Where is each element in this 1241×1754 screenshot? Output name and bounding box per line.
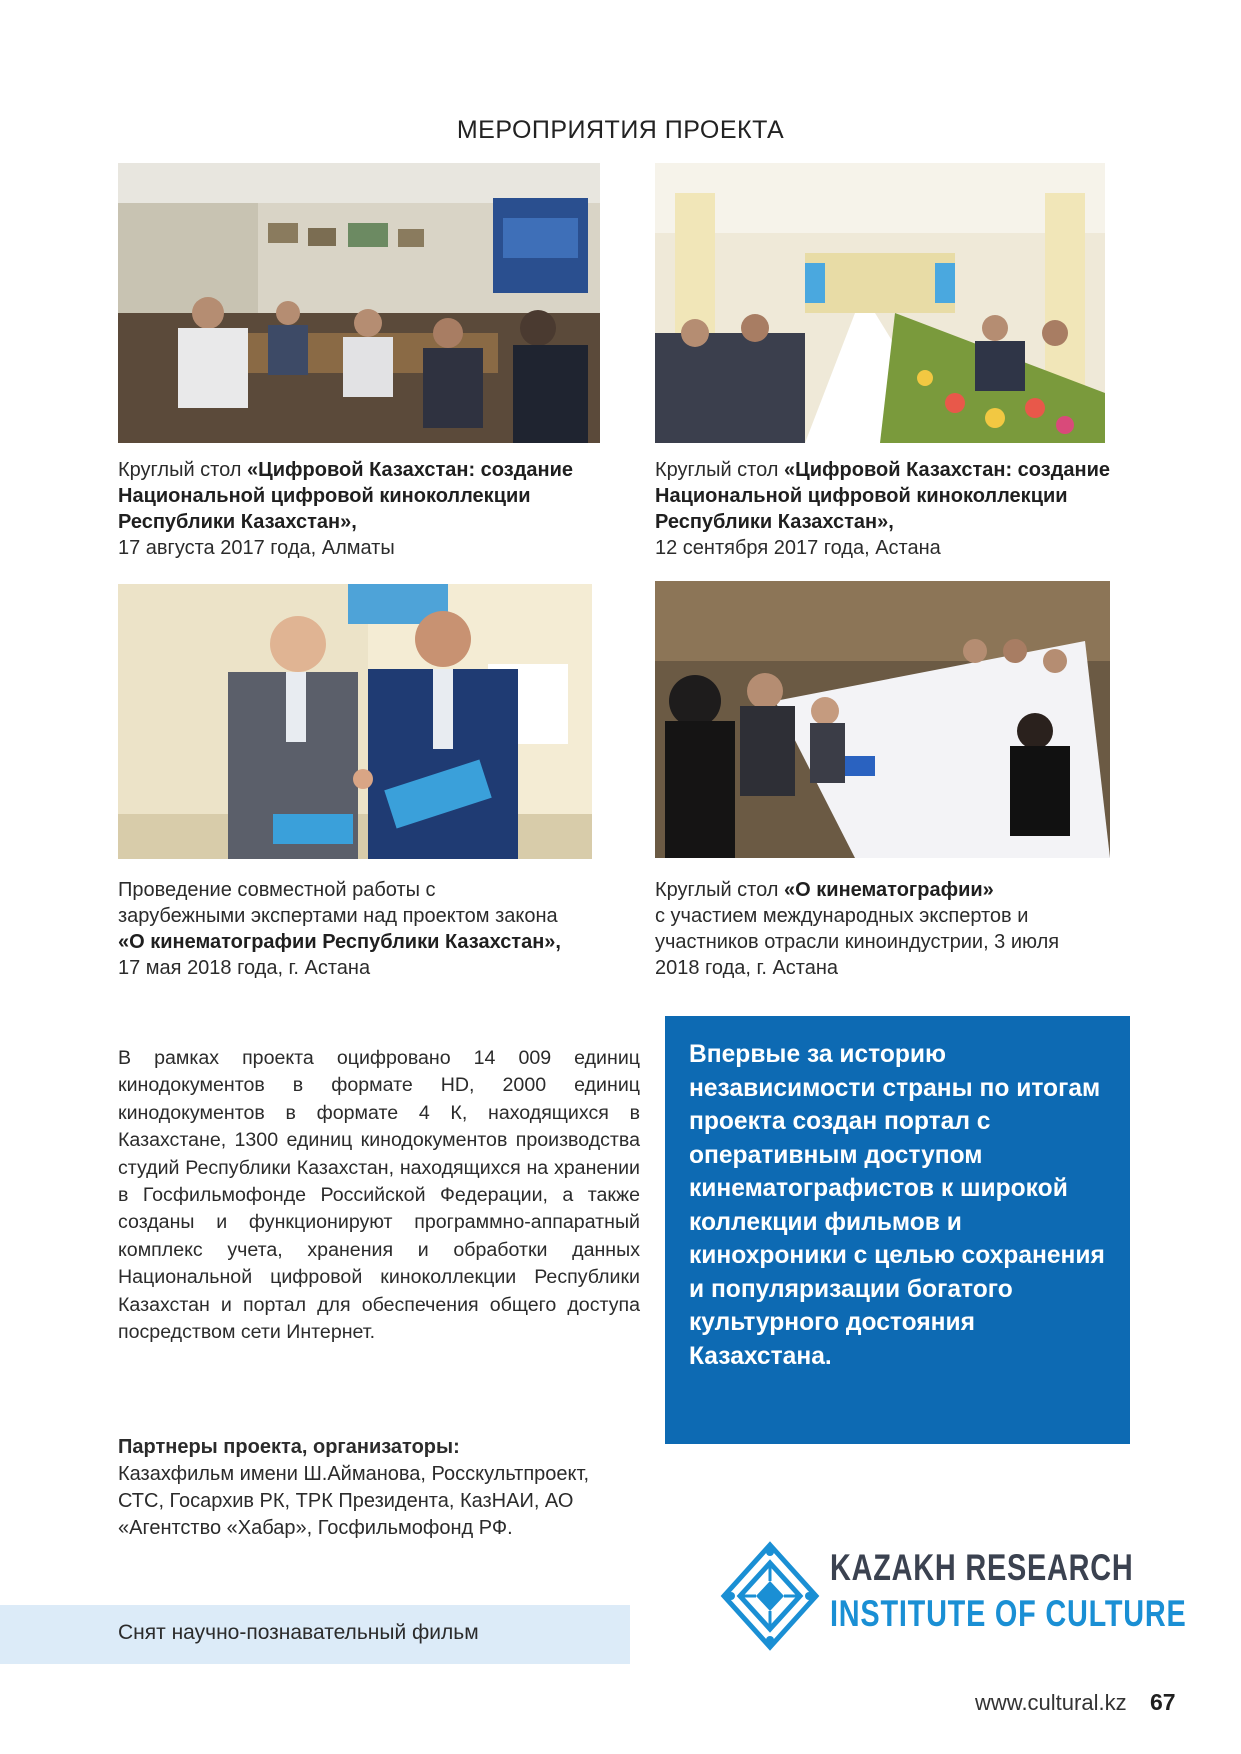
footer-url: www.cultural.kz — [975, 1690, 1127, 1715]
caption-title: «О кинематографии Республики Казахстан», — [118, 931, 561, 953]
film-band — [0, 1605, 630, 1664]
event-caption-1 — [118, 457, 608, 561]
caption-title: «Цифровой Казахстан: создание Национальной цифровой киноколлекции Республики Казахстан», — [655, 459, 1111, 533]
caption-prefix: Проведение совместной работы с зарубежными экспертами над проектом закона — [118, 879, 558, 927]
event-photo-astana-july — [655, 581, 1110, 858]
highlight-box — [665, 1016, 1130, 1444]
event-caption-3 — [118, 877, 568, 981]
event-photo-handshake — [118, 584, 592, 859]
partners-list: Казахфильм имени Ш.Айманова, Росскультпроект, СТС, Госархив РК, ТРК Президента, КазНАИ, АО «Агентство «Хабар», Госфильмофонд РФ. — [118, 1463, 590, 1539]
caption-prefix: Круглый стол — [655, 459, 785, 481]
partners-heading: Партнеры проекта, организаторы: — [118, 1436, 460, 1458]
film-band-text: Снят научно-познавательный фильм — [118, 1621, 479, 1644]
ornament-logo-icon — [720, 1541, 820, 1651]
event-caption-4 — [655, 877, 1075, 981]
caption-date: с участием международных экспертов и участников отрасли киноиндустрии, 3 июля 2018 года, г. Астана — [655, 905, 1060, 979]
caption-date: 17 мая 2018 года, г. Астана — [118, 957, 371, 979]
caption-title: «О кинематографии» — [784, 879, 994, 901]
event-photo-almaty — [118, 163, 600, 443]
partners-block — [118, 1434, 618, 1542]
caption-prefix: Круглый стол — [118, 459, 248, 481]
logo-text-line1: KAZAKH RESEARCH — [830, 1547, 1134, 1588]
page-title: МЕРОПРИЯТИЯ ПРОЕКТА — [456, 116, 785, 144]
page-number: 67 — [1150, 1689, 1176, 1715]
event-caption-2 — [655, 457, 1115, 561]
event-photo-astana-sept — [655, 163, 1105, 443]
caption-date: 12 сентября 2017 года, Астана — [655, 537, 941, 559]
project-summary-text: В рамках проекта оцифровано 14 009 единиц кинодокументов в формате HD, 2000 единиц кинодокументов в формате 4 К, находящихся в Казахстане, 1300 единиц кинодокументов производства студий Республики Казахстан, находящихся на хранении в Госфильмофонде Российской Федерации, а также созданы и функционируют программно-аппаратный комплекс учета, хранения и обработки данных Национальной цифровой киноколлекции Республики Казахстан и портал для обеспечения общего доступа посредством сети Интернет. — [118, 1047, 640, 1344]
caption-date: 17 августа 2017 года, Алматы — [118, 537, 395, 559]
highlight-quote: Впервые за историю независимости страны по итогам проекта создан портал с оперативным доступом кинематографистов к широкой коллекции фильмов и кинохроники с целью сохранения и популяризации богатого культурного достояния Казахстана. — [689, 1041, 1105, 1370]
logo-text-line2: INSTITUTE OF CULTURE — [830, 1593, 1187, 1634]
caption-prefix: Круглый стол — [655, 879, 785, 901]
institute-logo — [720, 1537, 1187, 1655]
caption-title: «Цифровой Казахстан: создание Национальной цифровой киноколлекции Республики Казахстан», — [118, 459, 574, 533]
